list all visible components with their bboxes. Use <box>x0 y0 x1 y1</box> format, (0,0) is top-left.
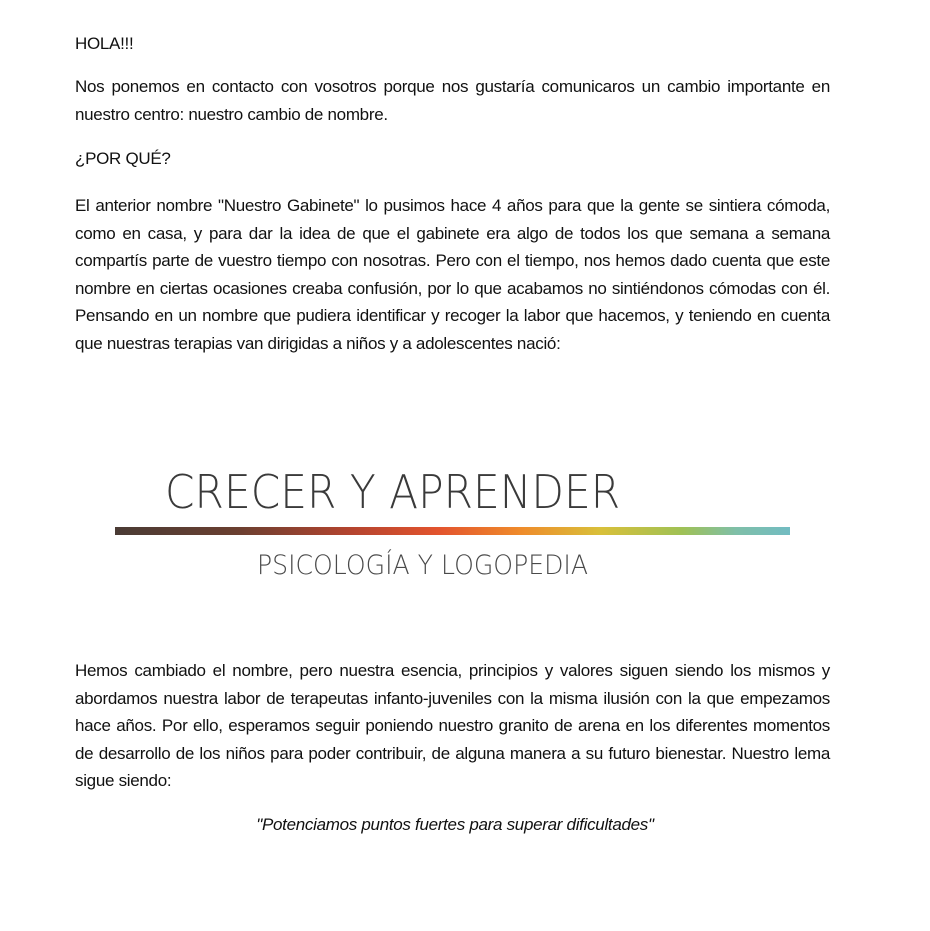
logo-gradient-bar <box>115 527 790 535</box>
why-heading: ¿POR QUÉ? <box>75 149 171 168</box>
intro-paragraph: Nos ponemos en contacto con vosotros porque nos gustaría comunicaros un cambio importante en nuestro centro: nuestro cambio de nombre. <box>75 77 830 124</box>
crecer-y-aprender-logo <box>110 465 800 590</box>
greeting: HOLA!!! <box>75 34 134 53</box>
name-history-paragraph: El anterior nombre "Nuestro Gabinete" lo pusimos hace 4 años para que la gente se sintiera cómoda, como en casa, y para dar la idea de que el gabinete era algo de todos los que semana a semana compartís parte de vuestro tiempo con nosotras. Pero con el tiempo, nos hemos dado cuenta que este nombre en ciertas ocasiones creaba confusión, por lo que acabamos no sintiéndonos cómodas con él. Pensando en un nombre que pudiera identificar y recoger la labor que hacemos, y teniendo en cuenta que nuestras terapias van dirigidas a niños y a adolescentes nació: <box>75 196 830 353</box>
logo-title: CRECER Y APRENDER <box>165 465 621 519</box>
essence-paragraph: Hemos cambiado el nombre, pero nuestra esencia, principios y valores siguen siendo los mismos y abordamos nuestra labor de terapeutas infanto-juveniles con la misma ilusión con la que empezamos hace años. Por ello, esperamos seguir poniendo nuestro granito de arena en los diferentes momentos de desarrollo de los niños para poder contribuir, de alguna manera a su futuro bienestar. Nuestro lema sigue siendo: <box>75 661 830 790</box>
logo-subtitle: PSICOLOGÍA Y LOGOPEDIA <box>257 550 588 581</box>
motto: "Potenciamos puntos fuertes para superar dificultades" <box>256 815 654 834</box>
